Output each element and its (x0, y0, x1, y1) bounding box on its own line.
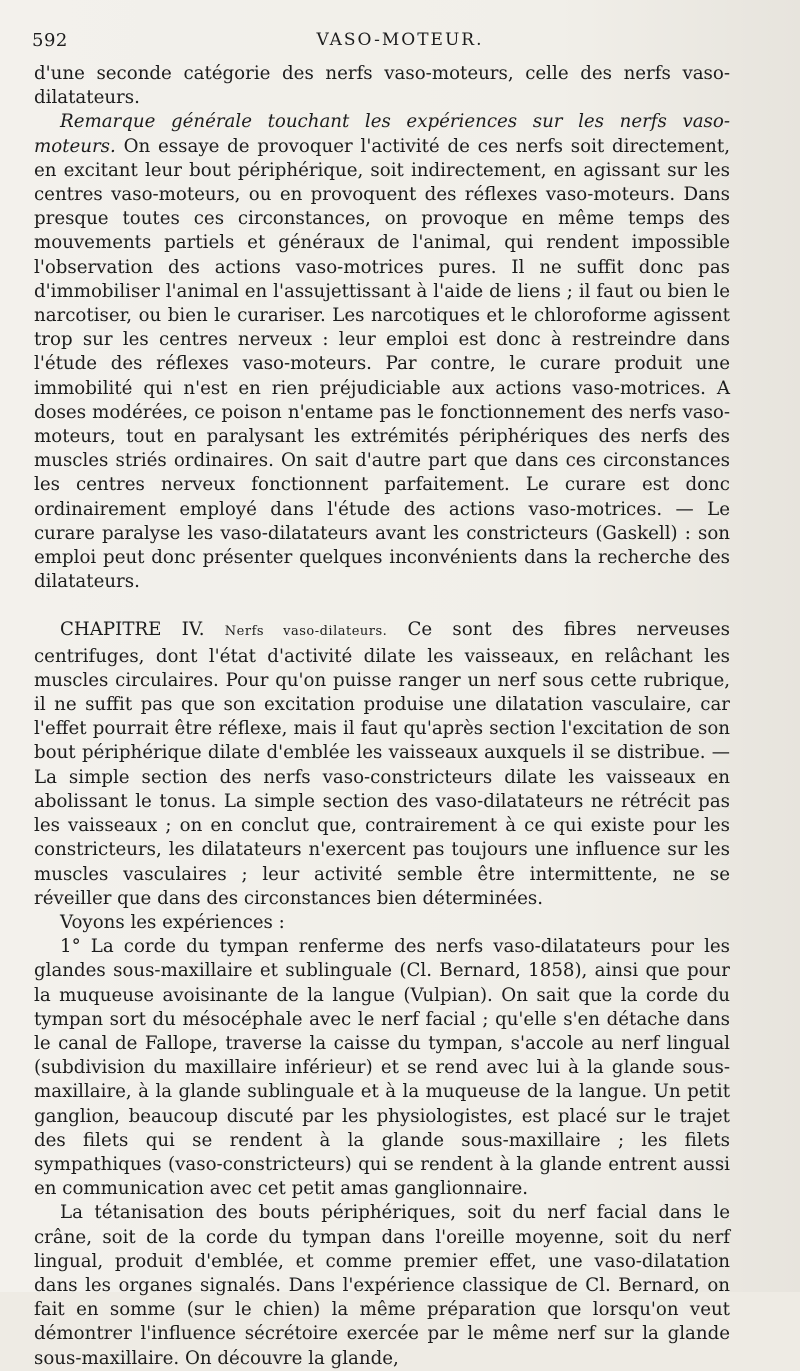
chapter-paragraph (34, 618, 730, 910)
tetanisation-text: La tétanisation des bouts périphériques, soit du nerf facial dans le crâne, soit de la corde du tympan dans l'oreille moyenne, soit du nerf lingual, produit d'emblée, et comme premier effet, une vaso-dilatation dans les organes signalés. Dans l'expérience classique de Cl. Bernard, on fait en somme (sur le chien) la même préparation que lorsqu'on veut démontrer l'influence sécrétoire exercée par le même nerf sur la glande sous-maxillaire. On découvre la glande, (34, 1202, 730, 1369)
tetanisation-paragraph (34, 1201, 730, 1370)
experiments-intro-text: Voyons les expériences : (60, 911, 285, 933)
remark-paragraph (34, 110, 730, 594)
section-gap (34, 594, 730, 618)
continuation-text: d'une seconde catégorie des nerfs vaso-moteurs, celle des nerfs vaso-dilatateurs. (34, 63, 730, 109)
chapter-label: CHAPITRE IV. (60, 619, 205, 641)
experiment-1-text: 1° La corde du tympan renferme des nerfs vaso-dilatateurs pour les glandes sous-maxillaire et sublinguale (Cl. Bernard, 1858), ainsi que pour la muqueuse avoisinante de la langue (Vulpian). On sait que la corde du tympan sort du mésocéphale avec le nerf facial ; qu'elle s'en détache dans le canal de Fallope, traverse la caisse du tympan, s'accole au nerf lingual (subdivision du maxillaire inférieur) et se rend avec lui à la glande sous-maxillaire, à la glande sublinguale et à la muqueuse de la langue. Un petit ganglion, beaucoup discuté par les physiologistes, est placé sur le trajet des filets qui se rendent à la glande sous-maxillaire ; les filets sympathiques (vaso-constricteurs) qui se rendent à la glande entrent aussi en communication avec cet petit amas ganglionnaire. (34, 936, 730, 1200)
remark-text: On essaye de provoquer l'activité de ces nerfs soit directement, en excitant leur bout périphérique, soit indirectement, en agissant sur les centres vaso-moteurs, ou en provoquent des réflexes vaso-moteurs. Dans presque toutes ces circonstances, on provoque en même temps des mouvements partiels et généraux de l'animal, qui rendent impossible l'observation des actions vaso-motrices pures. Il ne suffit donc pas d'immobiliser l'animal en l'assujettissant à l'aide de liens ; il faut ou bien le narcotiser, ou bien le curariser. Les narcotiques et le chloroforme agissent trop sur les centres nerveux : leur emploi est donc à restreindre dans l'étude des réflexes vaso-moteurs. Par contre, le curare produit une immobilité qui n'est en rien préjudiciable aux actions vaso-motrices. A doses modérées, ce poison n'entame pas le fonctionnement des nerfs vaso-moteurs, tout en paralysant les extrémités périphériques des nerfs des muscles striés ordinaires. On sait d'autre part que dans ces circonstances les centres nerveux fonctionnent parfaitement. Le curare est donc ordinairement employé dans l'étude des actions vaso-motrices. — Le curare paralyse les vaso-dilatateurs avant les constricteurs (Gaskell) : son emploi peut donc présenter quelques inconvénients dans la recherche des dilatateurs. (34, 135, 730, 593)
running-head: VASO-MOTEUR. (316, 30, 484, 50)
chapter-text: Ce sont des fibres nerveuses centrifuges, dont l'état d'activité dilate les vaisseaux, en relâchant les muscles circulaires. Pour qu'on puisse ranger un nerf sous cette rubrique, il ne suffit pas que son excitation produise une dilatation vasculaire, car l'effet pourrait être réflexe, mais il faut qu'après section l'excitation de son bout périphérique dilate d'emblée les vaisseaux auxquels il se distribue. — La simple section des nerfs vaso-constricteurs dilate les vaisseaux en abolissant le tonus. La simple section des vaso-dilatateurs ne rétrécit pas les vaisseaux ; on en conclut que, contrairement à ce qui existe pour les constricteurs, les dilatateurs n'exercent pas toujours une influence sur les muscles vasculaires ; leur activité semble être intermittente, ne se réveiller que dans des circonstances bien déterminées. (34, 619, 730, 909)
experiment-1-paragraph (34, 935, 730, 1201)
remark-heading: Remarque générale touchant les expériences sur les nerfs vaso-moteurs. (34, 111, 730, 157)
page-header (30, 30, 770, 56)
page-body (34, 62, 730, 1371)
page-number: 592 (32, 30, 68, 51)
continuation-paragraph (34, 62, 730, 110)
experiments-intro (34, 911, 730, 935)
chapter-title: Nerfs vaso-dilateurs. (224, 624, 388, 640)
